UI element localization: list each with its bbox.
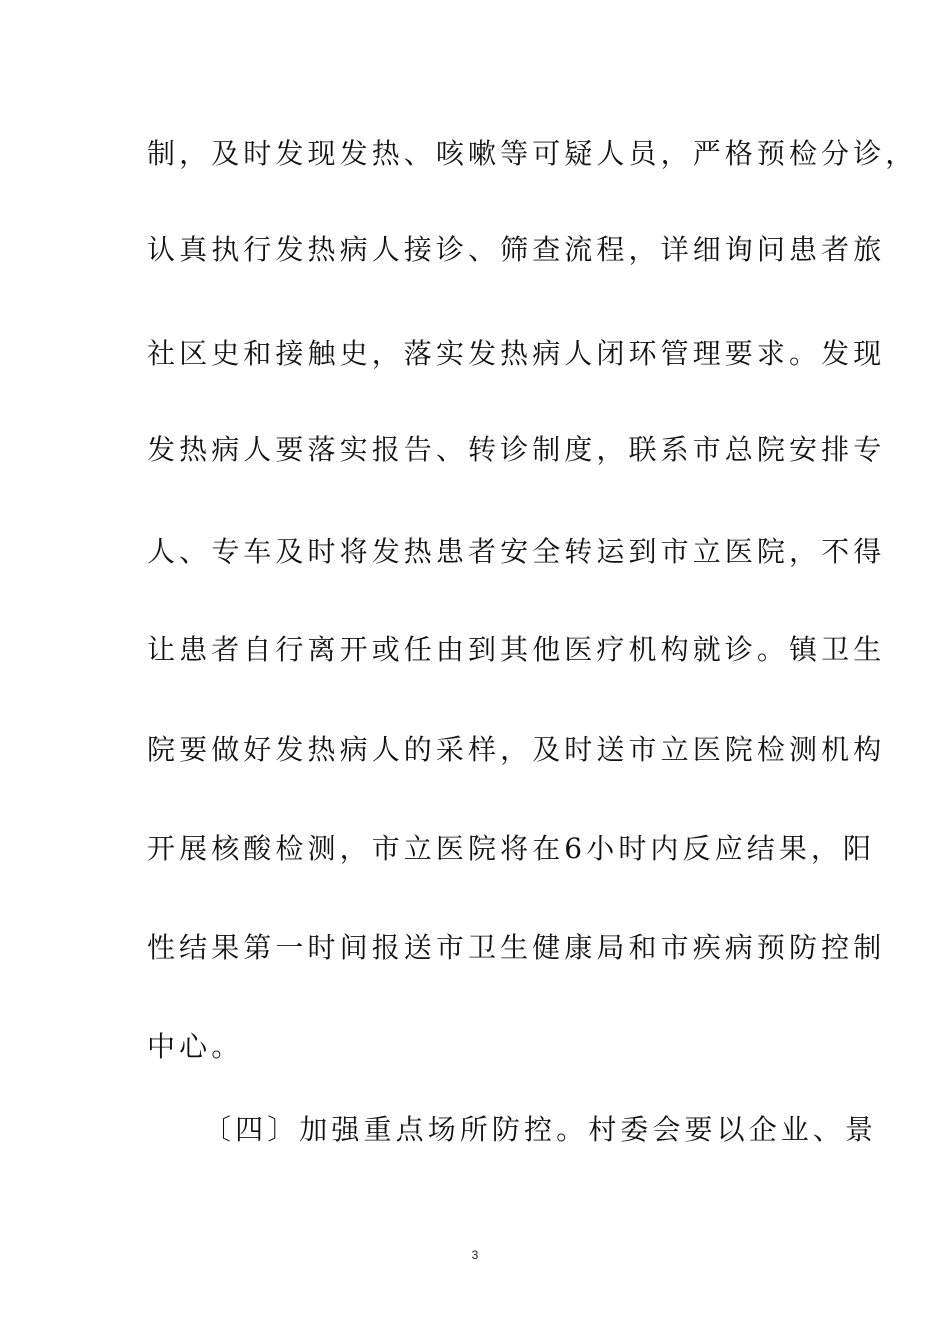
body-text-line: 让患者自行离开或任由到其他医疗机构就诊。镇卫生 bbox=[147, 633, 886, 666]
section-heading-line: 〔四〕加强重点场所防控。村委会要以企业、景 bbox=[203, 1113, 878, 1146]
body-text-line: 社区史和接触史，落实发热病人闭环管理要求。发现 bbox=[147, 337, 886, 370]
body-text-line: 发热病人要落实报告、转诊制度，联系市总院安排专 bbox=[147, 433, 886, 466]
body-text-line: 认真执行发热病人接诊、筛查流程，详细询问患者旅 bbox=[147, 233, 886, 266]
body-text-line: 性结果第一时间报送市卫生健康局和市疾病预防控制 bbox=[147, 931, 886, 964]
body-text-line: 制，及时发现发热、咳嗽等可疑人员，严格预检分诊， bbox=[147, 137, 918, 170]
body-text-line: 院要做好发热病人的采样，及时送市立医院检测机构 bbox=[147, 733, 886, 766]
page-number: 3 bbox=[471, 1248, 479, 1262]
body-text-line: 开展核酸检测，市立医院将在6小时内反应结果，阳 bbox=[147, 832, 876, 865]
body-text-line: 中心。 bbox=[147, 1030, 244, 1063]
body-text-line: 人、专车及时将发热患者安全转运到市立医院，不得 bbox=[147, 535, 886, 568]
